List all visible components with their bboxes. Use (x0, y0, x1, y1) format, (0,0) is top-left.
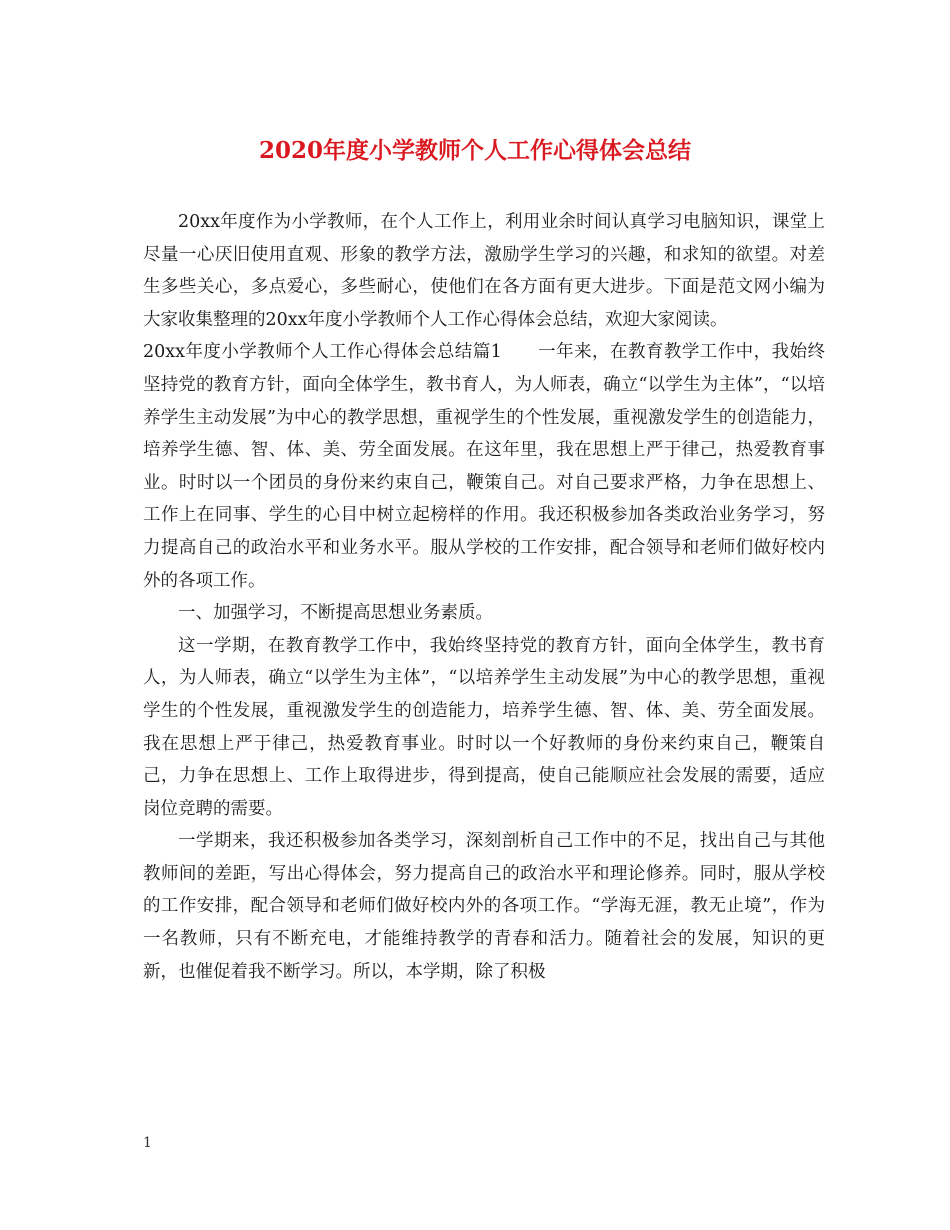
paragraph-semester: 这一学期，在教育教学工作中，我始终坚持党的教育方针，面向全体学生，教书育人，为人师表，确立“以学生为主体”，“以培养学生主动发展”为中心的教学思想，重视学生的个性发展，重视激发学生的创造能力，培养学生德、智、体、美、劳全面发展。我在思想上严于律己，热爱教育事业。时时以一个好教师的身份来约束自己，鞭策自己，力争在思想上、工作上取得进步，得到提高，使自己能顺应社会发展的需要，适应岗位竞聘的需要。 (143, 635, 825, 819)
paragraph-learning: 一学期来，我还积极参加各类学习，深刻剖析自己工作中的不足，找出自己与其他教师间的差距，写出心得体会，努力提高自己的政治水平和理论修养。同时，服从学校的工作安排，配合领导和老师们做好校内外的各项工作。“学海无涯，教无止境”，作为一名教师，只有不断充电，才能维持教学的青春和活力。随着社会的发展，知识的更新，也催促着我不断学习。所以，本学期，除了积极 (143, 831, 825, 982)
paragraph-intro: 20xx年度作为小学教师，在个人工作上，利用业余时间认真学习电脑知识，课堂上尽量一心厌旧使用直观、形象的教学方法，激励学生学习的兴趣，和求知的欲望。对差生多些关心，多点爱心，多些耐心，使他们在各方面有更大进步。下面是范文网小编为大家收集整理的20xx年度小学教师个人工作心得体会总结，欢迎大家阅读。 (143, 212, 825, 330)
document-body (143, 206, 825, 988)
page-number: 1 (143, 1135, 152, 1151)
paragraph-section-1: 20xx年度小学教师个人工作心得体会总结篇1 一年来，在教育教学工作中，我始终坚持党的教育方针，面向全体学生，教书育人，为人师表，确立“以学生为主体”，“以培养学生主动发展”为中心的教学思想，重视学生的个性发展，重视激发学生的创造能力，培养学生德、智、体、美、劳全面发展。在这年里，我在思想上严于律己，热爱教育事业。时时以一个团员的身份来约束自己，鞭策自己。对自己要求严格，力争在思想上、工作上在同事、学生的心目中树立起榜样的作用。我还积极参加各类政治业务学习，努力提高自己的政治水平和业务水平。服从学校的工作安排，配合领导和老师们做好校内外的各项工作。 (143, 342, 825, 591)
document-title: 2020年度小学教师个人工作心得体会总结 (258, 137, 691, 164)
paragraph-heading-1: 一、加强学习，不断提高思想业务素质。 (178, 603, 493, 624)
